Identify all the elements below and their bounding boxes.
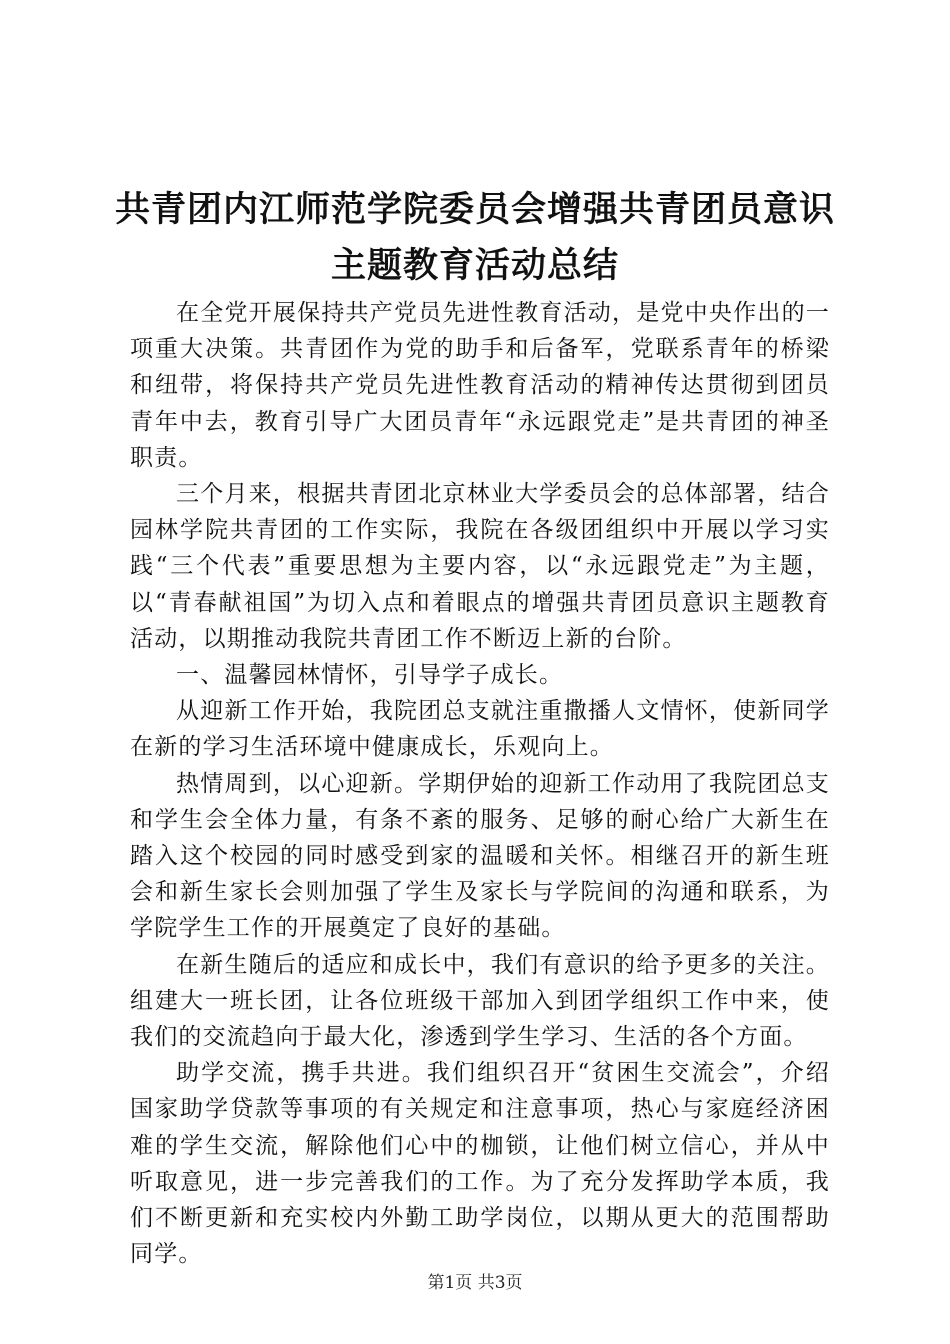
paragraph-6: 助学交流，携手共进。我们组织召开“贫困生交流会”，介绍国家助学贷款等事项的有关规定和注意事项，热心与家庭经济困难的学生交流，解除他们心中的枷锁，让他们树立信心，并从中听取意见，进一步完善我们的工作。为了充分发挥助学本质，我们不断更新和充实校内外勤工助学岗位，以期从更大的范围帮助同学。 [130,1060,830,1268]
paragraph-3: 从迎新工作开始，我院团总支就注重撒播人文情怀，使新同学在新的学习生活环境中健康成长，乐观向上。 [130,698,830,761]
paragraph-2: 三个月来，根据共青团北京林业大学委员会的总体部署，结合园林学院共青团的工作实际，我院在各级团组织中开展以学习实践“三个代表”重要思想为主要内容，以“永远跟党走”为主题，以“青春献祖国”为切入点和着眼点的增强共青团员意识主题教育活动，以期推动我院共青团工作不断迈上新的台阶。 [130,481,830,652]
paragraph-5: 在新生随后的适应和成长中，我们有意识的给予更多的关注。组建大一班长团，让各位班级干部加入到团学组织工作中来，使我们的交流趋向于最大化，渗透到学生学习、生活的各个方面。 [130,951,830,1051]
title-line-2: 主题教育活动总结 [330,245,619,286]
document-title [110,182,840,294]
paragraph-4: 热情周到，以心迎新。学期伊始的迎新工作动用了我院团总支和学生会全体力量，有条不紊的服务、足够的耐心给广大新生在踏入这个校园的同时感受到家的温暖和关怀。相继召开的新生班会和新生家长会则加强了学生及家长与学院间的沟通和联系，为学院学生工作的开展奠定了良好的基础。 [130,770,830,942]
section-heading-1: 一、温馨园林情怀，引导学子成长。 [176,662,564,689]
page-footer: 第1页 共3页 [427,1273,523,1293]
paragraph-1: 在全党开展保持共产党员先进性教育活动，是党中央作出的一项重大决策。共青团作为党的助手和后备军，党联系青年的桥梁和纽带，将保持共产党员先进性教育活动的精神传达贯彻到团员青年中去，教育引导广大团员青年“永远跟党走”是共青团的神圣职责。 [130,300,830,471]
document-body [130,295,830,1272]
title-line-1: 共青团内江师范学院委员会增强共青团员意识 [114,189,835,230]
